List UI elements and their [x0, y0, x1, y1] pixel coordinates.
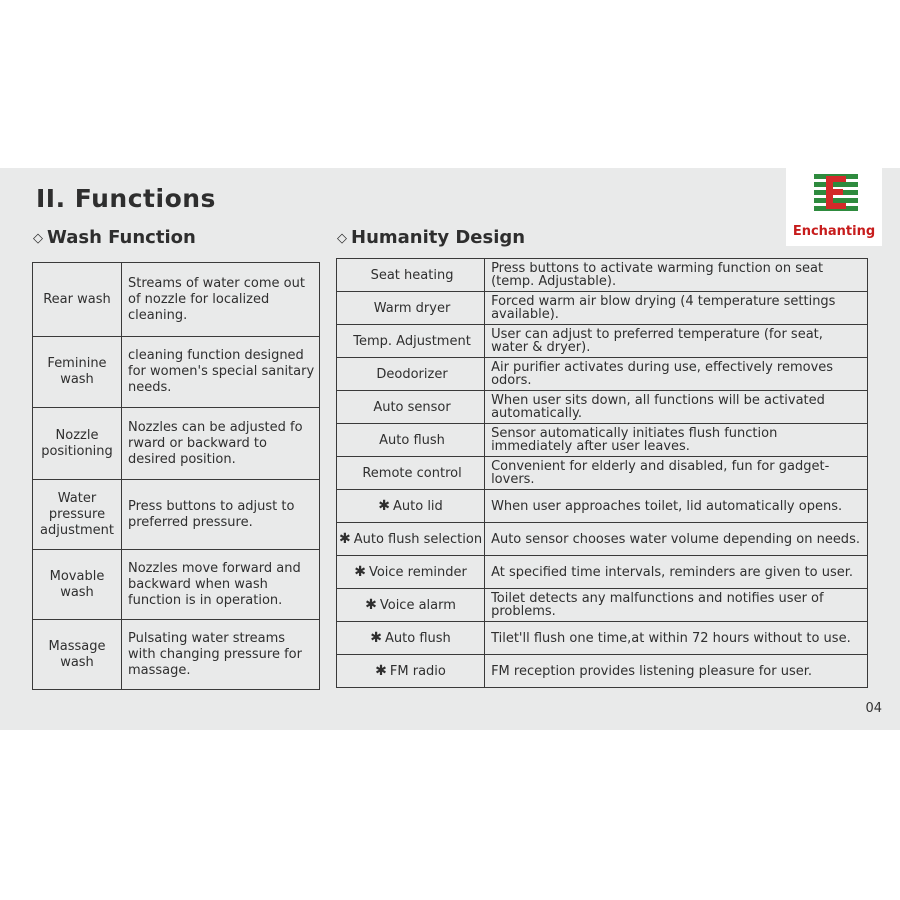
row-label-text: Auto flush selection — [353, 531, 483, 547]
row-label — [337, 424, 485, 457]
row-label — [337, 391, 485, 424]
brand-logo — [786, 168, 882, 246]
asterisk-icon: ✱ — [370, 629, 383, 646]
table-row — [337, 556, 868, 589]
row-description: When user sits down, all functions will be activated automatically. — [485, 391, 868, 424]
table-row — [337, 325, 868, 358]
row-label-text: Voice reminder — [368, 564, 467, 580]
wash-function-heading-text: Wash Function — [47, 227, 196, 248]
row-description: Pulsating water streams with changing pressure for massage. — [122, 620, 320, 690]
row-label: Feminine wash — [33, 337, 122, 408]
row-label — [337, 490, 485, 523]
table-row — [33, 620, 320, 690]
row-label-text: Seat heating — [370, 267, 454, 283]
manual-page — [0, 168, 900, 730]
row-description: FM reception provides listening pleasure for user. — [485, 655, 868, 688]
row-description: Forced warm air blow drying (4 temperature settings available). — [485, 292, 868, 325]
wash-function-table — [32, 262, 320, 690]
row-description: Auto sensor chooses water volume depending on needs. — [485, 523, 868, 556]
row-label-text: Warm dryer — [373, 300, 451, 316]
row-label-text: Auto flush — [385, 630, 451, 646]
row-label — [337, 556, 485, 589]
diamond-icon: ◇ — [337, 231, 347, 246]
table-row — [337, 589, 868, 622]
row-description: Sensor automatically initiates flush function immediately after user leaves. — [485, 424, 868, 457]
row-label — [337, 358, 485, 391]
row-description: Air purifier activates during use, effectively removes odors. — [485, 358, 868, 391]
table-row — [33, 263, 320, 337]
row-label-text: Temp. Adjustment — [353, 333, 471, 349]
page-number: 04 — [865, 701, 882, 716]
row-description: Nozzles can be adjusted fo rward or backward to desired position. — [122, 408, 320, 480]
row-description: User can adjust to preferred temperature (for seat, water & dryer). — [485, 325, 868, 358]
asterisk-icon: ✱ — [375, 662, 387, 679]
row-label-text: Remote control — [362, 465, 462, 481]
row-label-text: Voice alarm — [379, 597, 456, 613]
wash-function-heading — [33, 227, 196, 248]
row-label-text: Auto sensor — [373, 399, 451, 415]
table-row — [337, 391, 868, 424]
row-label — [337, 523, 485, 556]
table-row — [33, 550, 320, 620]
brand-name: Enchanting — [792, 224, 876, 239]
row-label: Rear wash — [33, 263, 122, 337]
diamond-icon: ◇ — [33, 231, 43, 246]
row-description: When user approaches toilet, lid automatically opens. — [485, 490, 868, 523]
asterisk-icon: ✱ — [365, 596, 377, 613]
humanity-design-heading — [337, 227, 525, 248]
row-label-text: FM radio — [389, 663, 446, 679]
row-label-text: Auto lid — [393, 498, 443, 514]
row-label — [337, 325, 485, 358]
table-row — [337, 490, 868, 523]
row-description: At specified time intervals, reminders are given to user. — [485, 556, 868, 589]
row-description: Press buttons to adjust to preferred pressure. — [122, 480, 320, 550]
table-row — [337, 292, 868, 325]
row-label — [337, 589, 485, 622]
row-description: cleaning function designed for women's special sanitary needs. — [122, 337, 320, 408]
table-row — [33, 337, 320, 408]
table-row — [337, 457, 868, 490]
row-label: Movable wash — [33, 550, 122, 620]
humanity-design-heading-text: Humanity Design — [351, 227, 526, 248]
table-row — [33, 480, 320, 550]
row-description: Nozzles move forward and backward when wash function is in operation. — [122, 550, 320, 620]
row-description: Tilet'll flush one time,at within 72 hours without to use. — [485, 622, 868, 655]
table-row — [337, 259, 868, 292]
row-label: Nozzle positioning — [33, 408, 122, 480]
row-label: Water pressure adjustment — [33, 480, 122, 550]
row-label — [337, 259, 485, 292]
row-label-text: Auto flush — [379, 432, 445, 448]
row-label — [337, 457, 485, 490]
enchanting-logo-icon — [812, 172, 860, 216]
page-title: II. Functions — [36, 184, 216, 213]
table-row — [337, 424, 868, 457]
table-row — [337, 358, 868, 391]
asterisk-icon: ✱ — [378, 497, 390, 514]
row-description: Convenient for elderly and disabled, fun for gadget-lovers. — [485, 457, 868, 490]
row-label — [337, 655, 485, 688]
row-label: Massage wash — [33, 620, 122, 690]
row-label — [337, 292, 485, 325]
humanity-design-table — [336, 258, 868, 688]
table-row — [337, 655, 868, 688]
table-row — [337, 622, 868, 655]
row-description: Press buttons to activate warming function on seat (temp. Adjustable). — [485, 259, 868, 292]
row-label — [337, 622, 485, 655]
asterisk-icon: ✱ — [354, 563, 366, 580]
row-description: Streams of water come out of nozzle for localized cleaning. — [122, 263, 320, 337]
row-label-text: Deodorizer — [376, 366, 448, 382]
asterisk-icon: ✱ — [339, 530, 351, 547]
table-row — [337, 523, 868, 556]
row-description: Toilet detects any malfunctions and notifies user of problems. — [485, 589, 868, 622]
table-row — [33, 408, 320, 480]
